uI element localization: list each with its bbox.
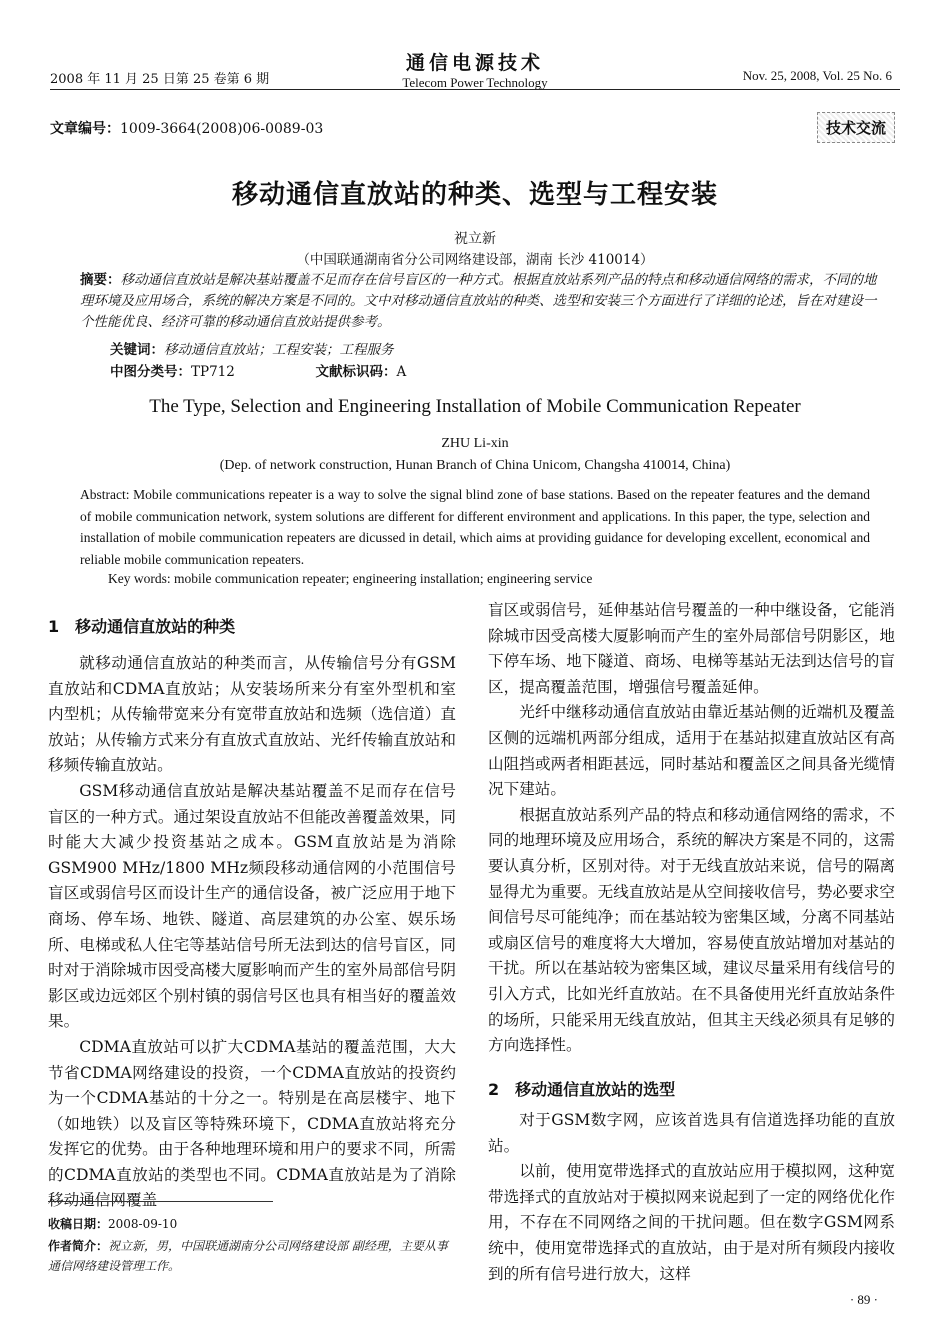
doc-code-value: A — [396, 364, 407, 380]
affiliation-cn: （中国联通湖南省分公司网络建设部，湖南 长沙 410014） — [296, 252, 654, 268]
paragraph: 以前，使用宽带选择式的直放站应用于模拟网，这种宽带选择式的直放站对于模拟网来说起到了一定的网络优化作用，不存在不同网络之间的干扰问题。但在数字GSM网系统中，使用宽带选择式的直放站，由于是对所有频段内接收到的所有信号进行放大，这样 — [488, 1162, 895, 1283]
clc-label: 中图分类号： — [110, 364, 191, 380]
paragraph: 就移动通信直放站的种类而言，从传输信号分有GSM直放站和CDMA直放站；从安装场所来分有室外型机和室内型机；从传输带宽来分有宽带直放站和选频（选信道）直放站；从传输方式来分有直放式直放站、光纤传输直放站和移频传输直放站。 — [48, 654, 456, 775]
abstract-cn — [80, 270, 880, 333]
page-number: · 89 · — [849, 1292, 878, 1307]
author-cn: 祝立新 — [454, 231, 496, 247]
journal-title-en: Telecom Power Technology — [402, 75, 548, 90]
paragraph: GSM移动通信直放站是解决基站覆盖不足而存在信号盲区的一种方式。通过架设直放站不但能改善覆盖效果，同时能大大减少投资基站之成本。GSM直放站是为消除GSM900 MHz/1800 MHz频段移动通信网的小范围信号盲区或弱信号区而设计生产的通信设备，被广泛应用于地下商场、停车场、地铁、隧道、高层建筑的办公室、娱乐场所、电梯或私人住宅等基站信号所无法到达的信号盲区，同时对于消除城市因受高楼大厦影响而产生的室外局部信号阴影区或边远郊区个别村镇的弱信号区也具有相当好的覆盖效果。 — [48, 781, 456, 1031]
footnote-rule — [48, 1201, 273, 1202]
left-column — [48, 651, 456, 1214]
paragraph: 根据直放站系列产品的特点和移动通信网络的需求，不同的地理环境及应用场合，系统的解决方案是不同的，这需要认真分析，区别对待。对于无线直放站来说，信号的隔离显得尤为重要。无线直放站是从空间接收信号，势必要求空间信号尽可能纯净；而在基站较为密集区域，分离不同基站或扇区信号的难度将大大增加，容易使直放站增加对基站的干扰。所以在基站较为密集区域，建议尽量采用有线信号的引入方式，比如光纤直放站。在不具备使用光纤直放站条件的场所，只能采用无线直放站，但其主天线必须具有足够的方向选择性。 — [488, 805, 895, 1055]
header-issue: 2008 年 11 月 25 日第 25 卷第 6 期 — [50, 72, 270, 87]
journal-title-cn: 通信电源技术 — [405, 52, 544, 74]
clc-value: TP712 — [191, 364, 235, 380]
footnote-date — [48, 1214, 458, 1234]
paragraph: CDMA直放站可以扩大CDMA基站的覆盖范围，大大节省CDMA网络建设的投资，一个CDMA直放站的投资约为一个CDMA基站的十分之一。特别是在高层楼宇、地下（如地铁）以及盲区等特殊环境下，CDMA直放站将充分发挥它的优势。由于各种地理环境和用户的要求不同，所需的CDMA直放站的类型也不同。CDMA直放站是为了消除移动通信网覆盖 — [48, 1037, 456, 1210]
author-bio: 祝立新，男，中国联通湖南分公司网络建设部 副经理，主要从事通信网络建设管理工作。 — [48, 1239, 448, 1273]
paragraph: 光纤中继移动通信直放站由靠近基站侧的近端机及覆盖区侧的远端机两部分组成，适用于在基站拟建直放站区有高山阻挡或两者相距甚远，同时基站和覆盖区之间具备光缆情况下建站。 — [488, 703, 895, 799]
footnote-author — [48, 1236, 458, 1276]
author-bio-label: 作者简介： — [48, 1239, 109, 1253]
keywords-cn-text: 移动通信直放站；工程安装；工程服务 — [164, 342, 394, 358]
keywords-cn — [110, 338, 394, 358]
abstract-cn-text: 移动通信直放站是解决基站覆盖不足而存在信号盲区的一种方式。根据直放站系列产品的特点和移动通信网络的需求，不同的地理环境及应用场合，系统的解决方案是不同的。文中对移动通信直放站的种类、选型和安装三个方面进行了详细的论述，旨在对建设一个性能优良、经济可靠的移动通信直放站提供参考。 — [80, 272, 877, 330]
right-column-2 — [488, 1108, 895, 1287]
paragraph: 盲区或弱信号，延伸基站信号覆盖的一种中继设备，它能消除城市因受高楼大厦影响而产生的室外局部信号阴影区，地下停车场、地下隧道、商场、电梯等基站无法到达信号的盲区，提高覆盖范围，增强信号覆盖延伸。 — [488, 601, 895, 696]
article-number-label: 文章编号： — [50, 121, 120, 137]
abstract-cn-label: 摘要： — [80, 272, 121, 288]
article-number — [50, 118, 323, 138]
keywords-en: Key words: mobile communication repeater; engineering installation; engineering service — [108, 571, 593, 586]
header-rule — [50, 89, 900, 90]
paper-title-cn: 移动通信直放站的种类、选型与工程安装 — [231, 180, 718, 210]
abstract-en: Abstract: Mobile communications repeater is a way to solve the signal blind zone of base stations. Based on the repeater features and the demand of mobile communication network, system solutions are different for different environment and applications. In this paper, the type, selection and installation of mobile communication repeaters are dicussed in detail, which aims at providing guidance for developing excellent, economical and reliable mobile communication repeaters. — [80, 487, 870, 567]
right-column — [488, 598, 895, 1059]
column-badge: 技术交流 — [817, 112, 895, 143]
paper-title-en: The Type, Selection and Engineering Installation of Mobile Communication Repeater — [149, 396, 801, 417]
classification-cn — [110, 360, 406, 380]
section-1-heading: 1 移动通信直放站的种类 — [48, 617, 236, 636]
article-number-value: 1009-3664(2008)06-0089-03 — [120, 121, 324, 137]
paragraph: 对于GSM数字网，应该首选具有信道选择功能的直放站。 — [488, 1111, 895, 1155]
section-2-heading: 2 移动通信直放站的选型 — [488, 1080, 676, 1099]
doc-code-label: 文献标识码： — [315, 364, 397, 380]
received-date: 2008-09-10 — [108, 1217, 178, 1231]
received-date-label: 收稿日期： — [48, 1217, 109, 1231]
author-en: ZHU Li-xin — [441, 436, 509, 451]
affiliation-en: (Dep. of network construction, Hunan Branch of China Unicom, Changsha 410014, China) — [219, 458, 731, 473]
keywords-cn-label: 关键词： — [110, 342, 164, 358]
header-volume: Nov. 25, 2008, Vol. 25 No. 6 — [742, 68, 892, 83]
header-journal — [355, 48, 595, 91]
